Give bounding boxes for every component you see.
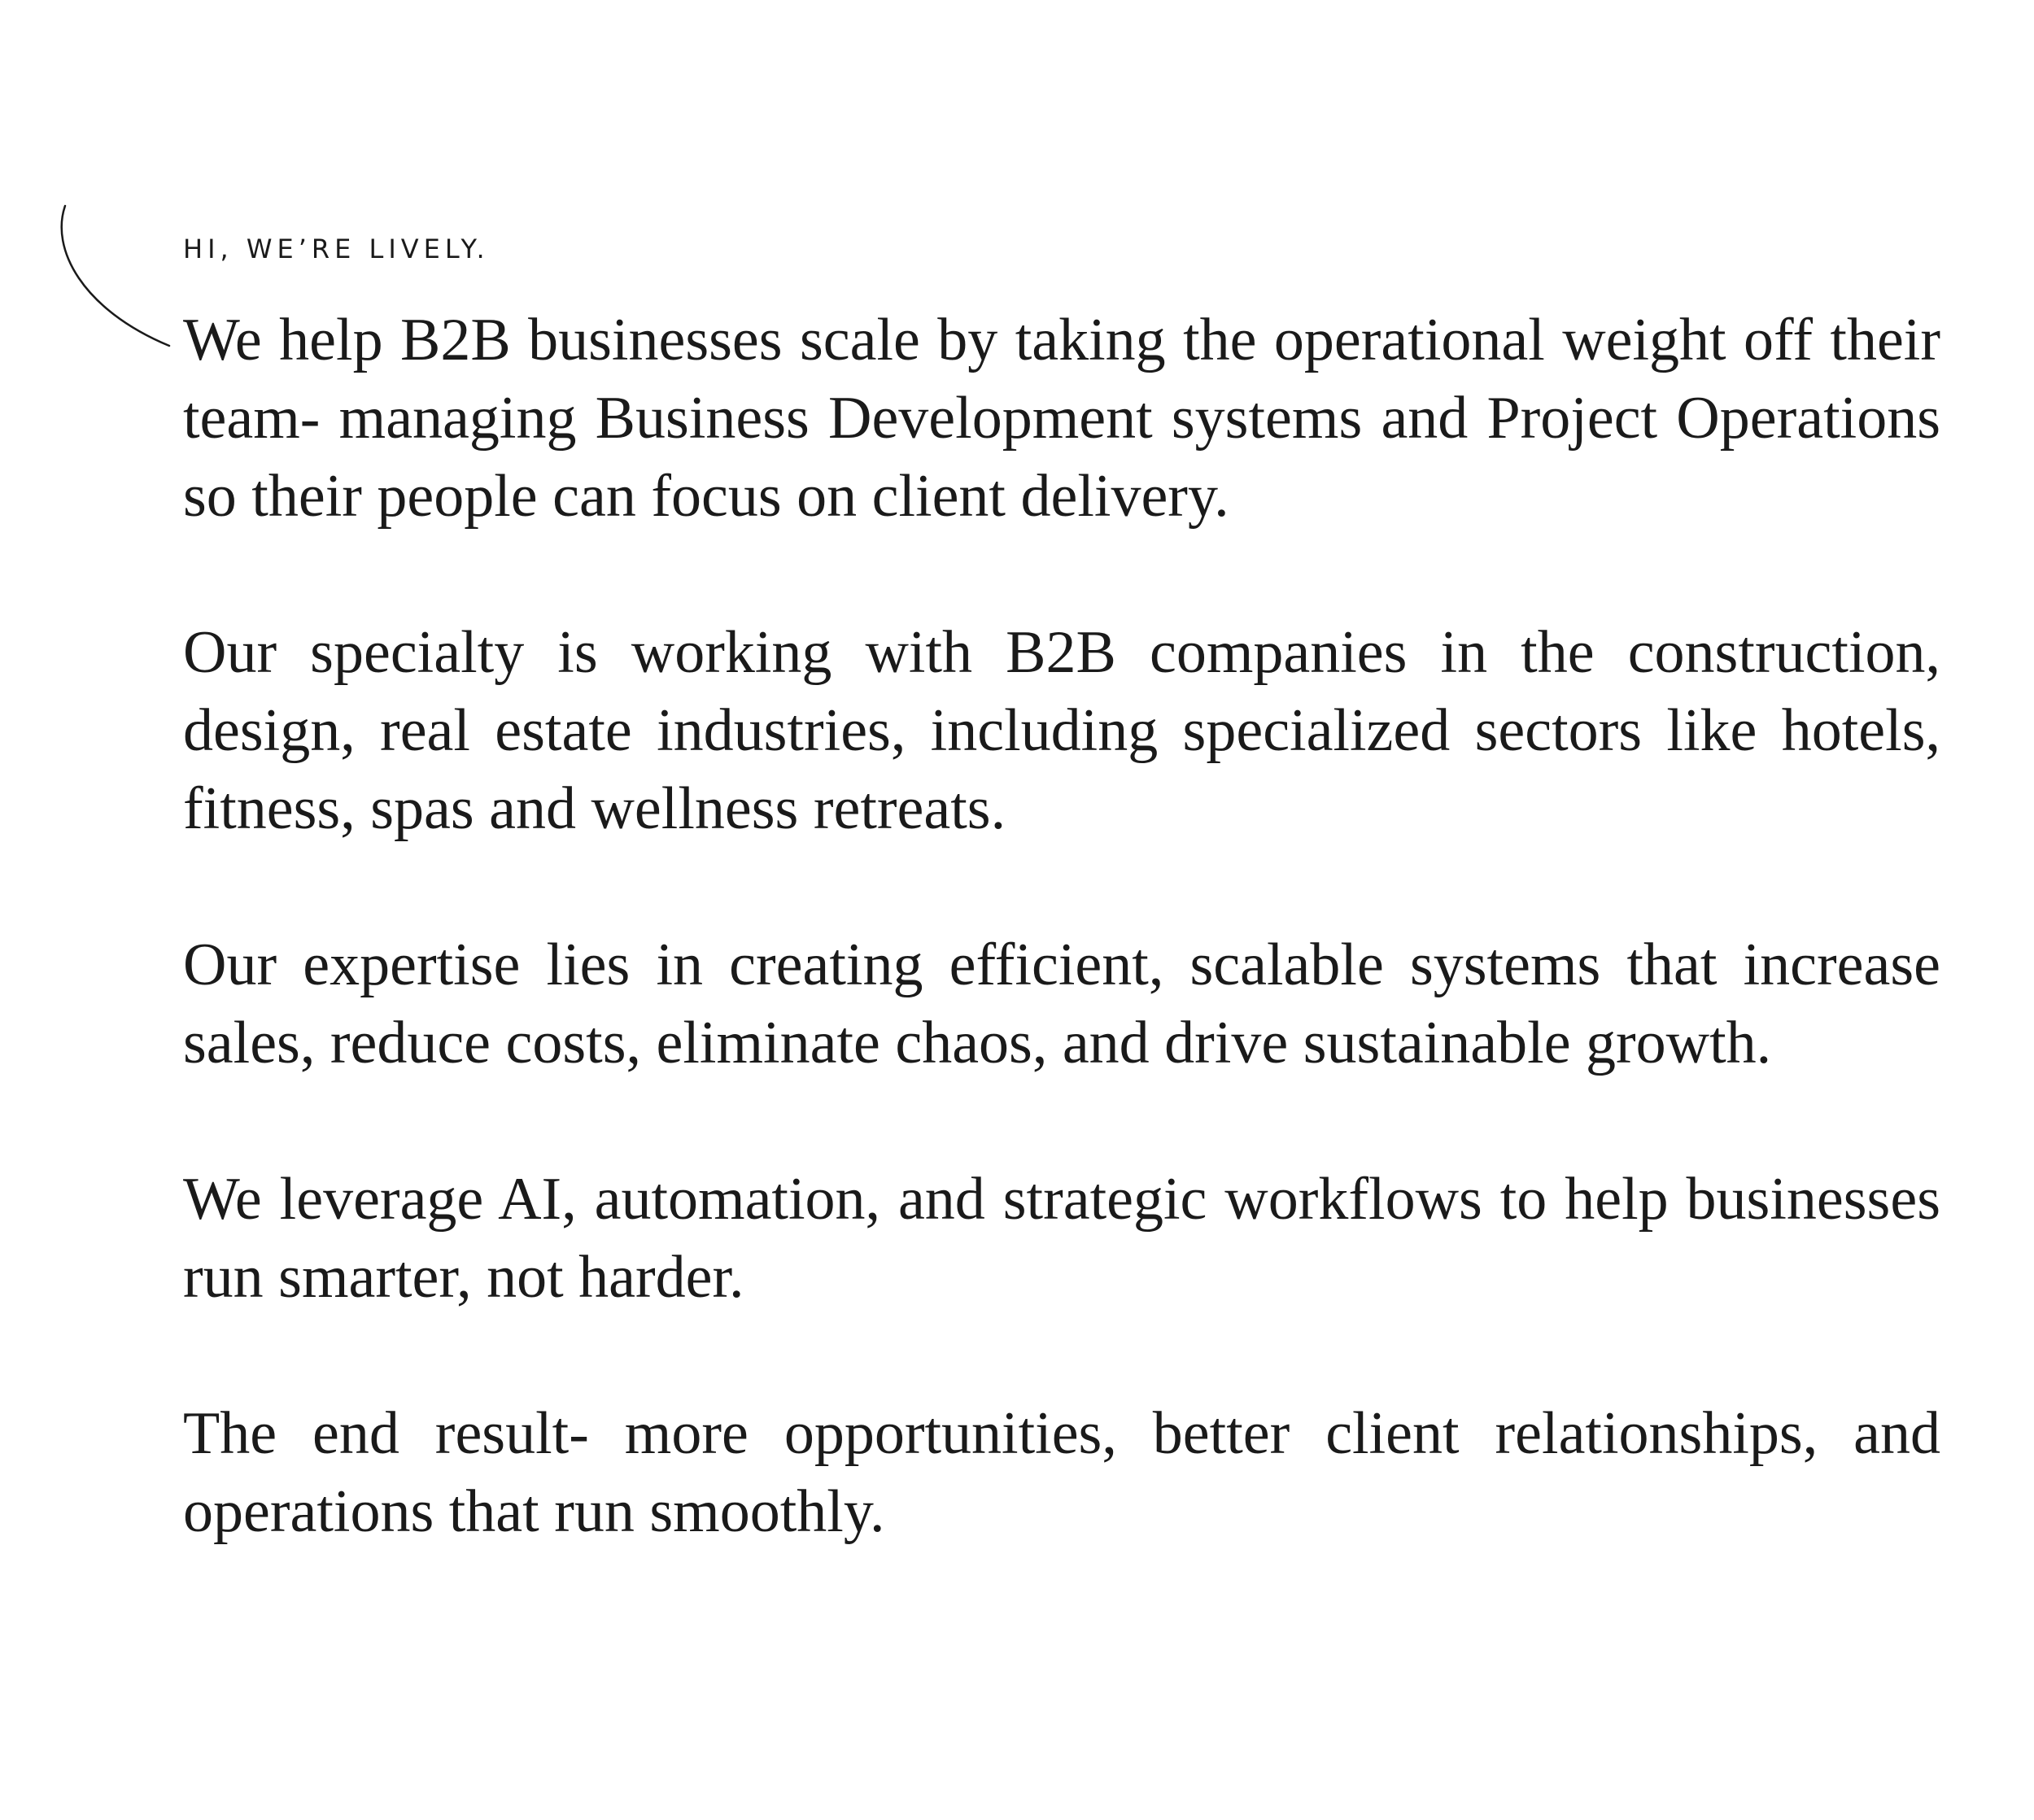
intro-paragraph-technology: We leverage AI, automation, and strategic workflows to help businesses run smarter, not harder.: [183, 1166, 1940, 1311]
intro-section: [183, 236, 1940, 1551]
intro-eyebrow: HI, WE’RE LIVELY.: [183, 234, 490, 264]
intro-paragraph-expertise: Our expertise lies in creating efficient, scalable systems that increase sales, reduce costs, eliminate chaos, and drive sustainable growth.: [183, 932, 1940, 1076]
intro-paragraph-result: The end result- more opportunities, better client relationships, and operations that run smoothly.: [183, 1400, 1940, 1545]
intro-paragraph-mission: We help B2B businesses scale by taking the operational weight off their team- managing Business Development systems and Project Operations so their people can focus on client delivery.: [183, 307, 1940, 530]
hand-drawn-curve-icon: [49, 199, 187, 362]
intro-paragraph-specialty: Our specialty is working with B2B companies in the construction, design, real estate industries, including specialized sectors like hotels, fitness, spas and wellness retreats.: [183, 619, 1940, 842]
